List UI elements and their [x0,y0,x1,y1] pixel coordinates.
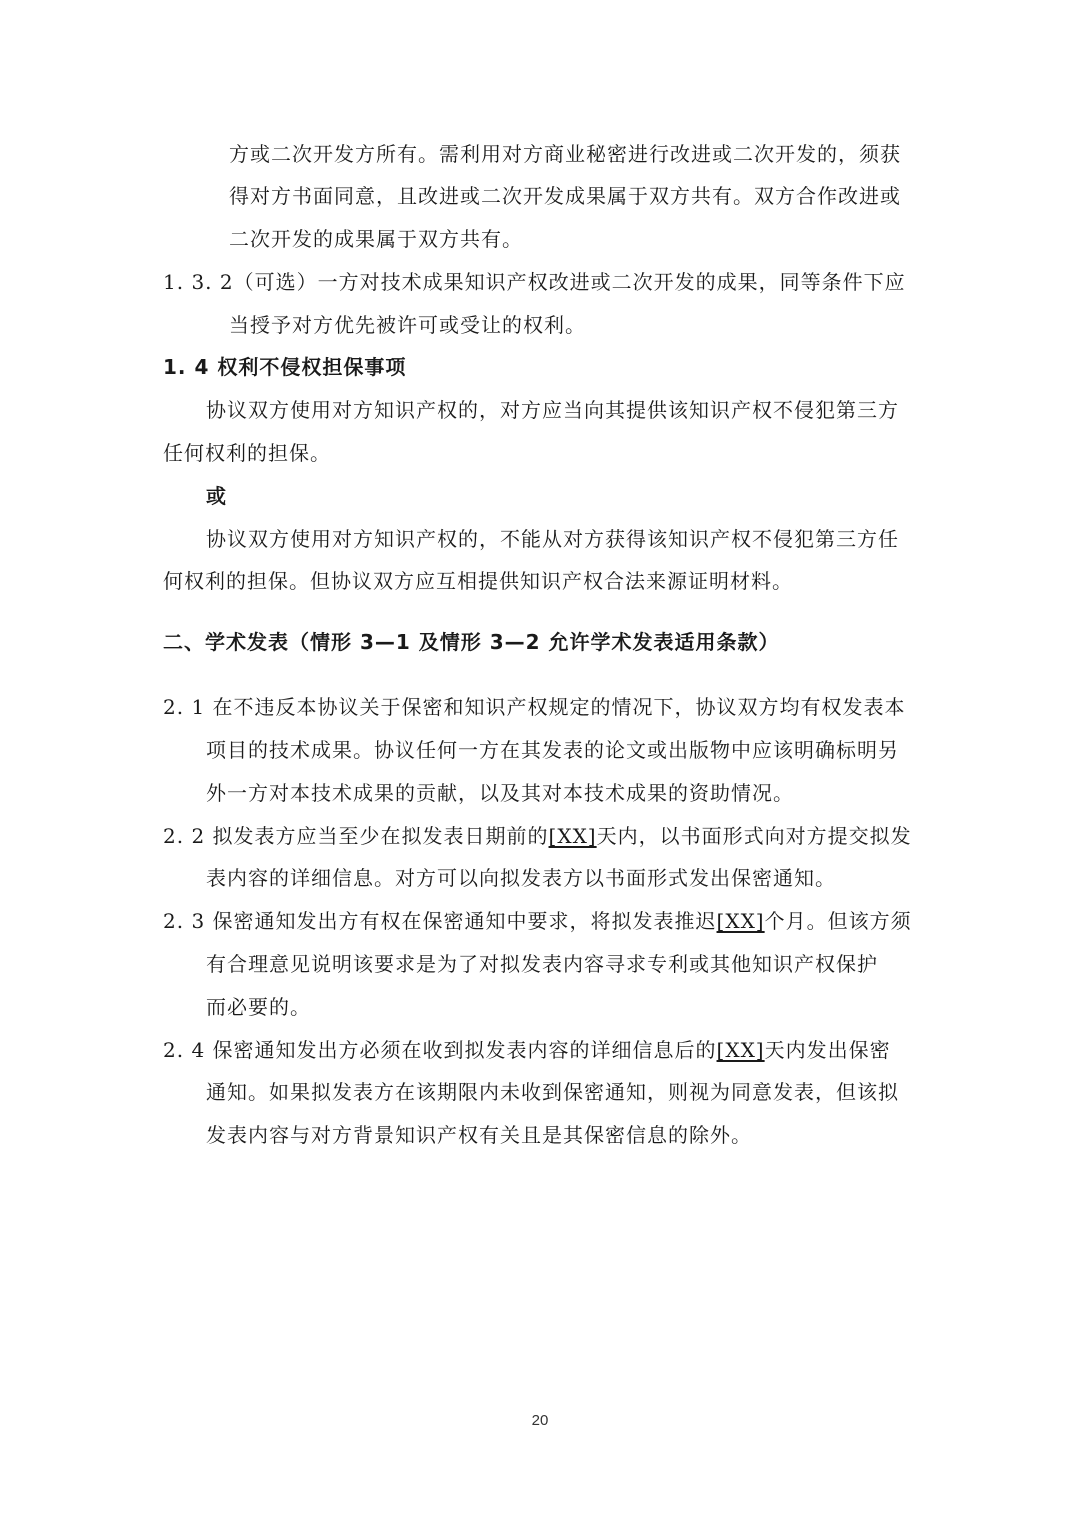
paragraph-line: 何权利的担保。但协议双方应互相提供知识产权合法来源证明材料。 [163,569,793,593]
paragraph-line: 而必要的。 [206,995,311,1019]
paragraph-line: 发表内容与对方背景知识产权有关且是其保密信息的除外。 [206,1123,752,1147]
paragraph-line: 外一方对本技术成果的贡献，以及其对本技术成果的资助情况。 [206,781,794,805]
paragraph-line: 协议双方使用对方知识产权的，对方应当向其提供该知识产权不侵犯第三方 [206,398,899,422]
clause-2-4 [163,1036,891,1064]
clause-2-1: 2. 1 在不违反本协议关于保密和知识产权规定的情况下，协议双方均有权发表本 [163,695,906,719]
section-heading-2: 二、学术发表（情形 3—1 及情形 3—2 允许学术发表适用条款） [163,630,780,654]
page-number: 20 [531,1412,549,1429]
paragraph-line: 协议双方使用对方知识产权的，不能从对方获得该知识产权不侵犯第三方任 [206,527,899,551]
placeholder-months: [XX] [716,909,765,933]
paragraph-line: 通知。如果拟发表方在该期限内未收到保密通知，则视为同意发表，但该拟 [206,1080,899,1104]
paragraph-line: 有合理意见说明该要求是为了对拟发表内容寻求专利或其他知识产权保护 [206,952,878,976]
clause-text: 2. 4 保密通知发出方必须在收到拟发表内容的详细信息后的 [163,1038,717,1062]
paragraph-line: 二次开发的成果属于双方共有。 [229,227,523,251]
placeholder-days: [XX] [548,824,597,848]
clause-text: 个月。但该方须 [764,909,912,933]
paragraph-line: 方或二次开发方所有。需利用对方商业秘密进行改进或二次开发的，须获 [229,142,901,166]
paragraph-line: 得对方书面同意，且改进或二次开发成果属于双方共有。双方合作改进或 [229,184,901,208]
clause-text: 2. 2 拟发表方应当至少在拟发表日期前的 [163,824,549,848]
clause-2-3 [163,907,912,935]
placeholder-days: [XX] [716,1038,765,1062]
paragraph-line: 任何权利的担保。 [163,441,331,465]
paragraph-line: 项目的技术成果。协议任何一方在其发表的论文或出版物中应该明确标明另 [206,738,899,762]
section-heading-1-4: 1. 4 权利不侵权担保事项 [163,355,407,379]
clause-text: 天内，以书面形式向对方提交拟发 [596,824,912,848]
alternative-or-label: 或 [206,484,227,508]
clause-2-2 [163,822,912,850]
paragraph-line: 表内容的详细信息。对方可以向拟发表方以书面形式发出保密通知。 [206,866,836,890]
clause-text: 2. 3 保密通知发出方有权在保密通知中要求，将拟发表推迟 [163,909,717,933]
clause-1-3-2: 1. 3. 2（可选）一方对技术成果知识产权改进或二次开发的成果，同等条件下应 [163,270,906,294]
clause-text: 天内发出保密 [764,1038,891,1062]
paragraph-line: 当授予对方优先被许可或受让的权利。 [229,313,586,337]
